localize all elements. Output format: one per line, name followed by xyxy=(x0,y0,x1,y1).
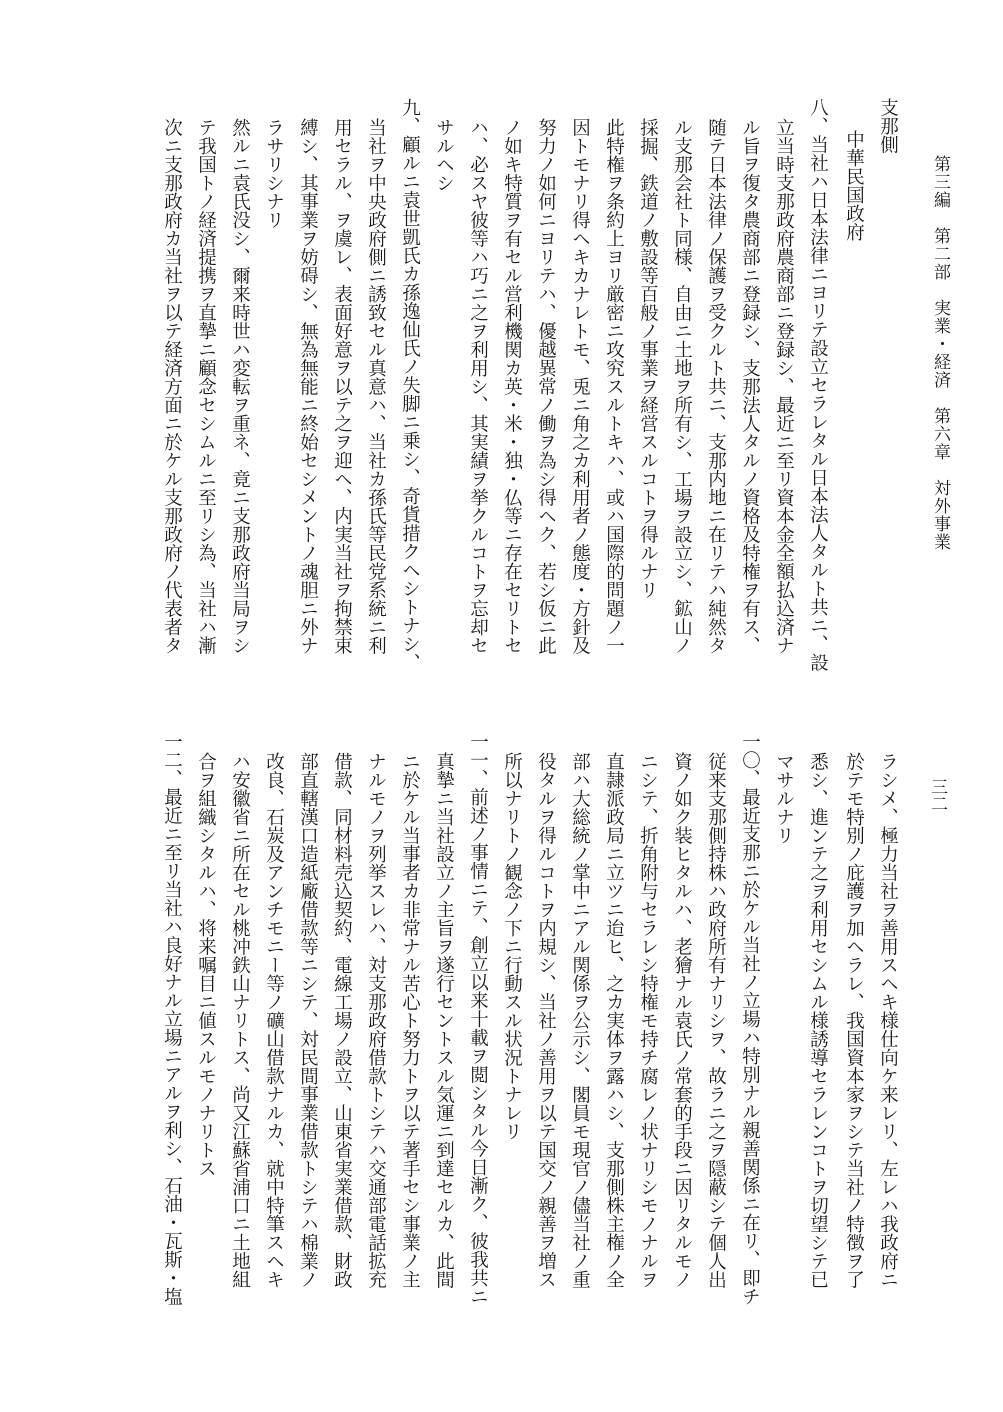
text-column: ハ安徽省ニ所在セル桃冲鉄山ナリトス、尚又江蘇省浦口ニ土地組 xyxy=(229,752,251,1289)
text-column: 一〇、最近支那ニ於ケル当社ノ立場ハ特別ナル親善関係ニ在リ、即チ xyxy=(739,732,761,1306)
text-column: 此特権ヲ条約上ヨリ厳密ニ攻究スルトキハ、或ハ国際的問題ノ一 xyxy=(603,118,625,655)
text-column: ル旨ヲ復タ農商部ニ登録シ、支那法人タルノ資格及特権ヲ有ス、 xyxy=(739,118,761,655)
text-column: 悉シ、進ンテ之ヲ利用セシムル様誘導セラレンコトヲ切望シテ已 xyxy=(807,752,829,1289)
text-column: 一二、最近ニ至リ当社ハ良好ナル立場ニアルヲ利シ、石油・瓦斯・塩 xyxy=(161,732,183,1306)
text-column: 部直轄漢口造紙廠借款等ニシテ、対民間事業借款トシテハ棉業ノ xyxy=(297,752,319,1289)
text-column: 然ルニ袁氏没シ、爾来時世ハ変転ヲ重ネ、竟ニ支那政府当局ヲシ xyxy=(229,118,251,655)
text-column: 部ハ大総統ノ掌中ニアル関係ヲ公示シ、閣員モ現官ノ儘当社ノ重 xyxy=(569,752,591,1289)
text-column: ナルモノヲ列挙スレハ、対支那政府借款トシテハ交通部電話拡充 xyxy=(365,752,387,1289)
text-column: 一一、前述ノ事情ニテ、創立以来十載ヲ閲シタル今日漸ク、彼我共ニ xyxy=(467,732,489,1306)
text-column: ノ如キ特質ヲ有セル営利機関カ英・米・独・仏等ニ存在セリトセ xyxy=(501,118,523,655)
text-column: 改良、石炭及アンチモニー等ノ礦山借款ナルカ、就中特筆スヘキ xyxy=(263,752,285,1289)
text-column: 支那側 xyxy=(877,98,899,154)
text-column: 合ヲ組織シタルハ、将来嘱目ニ値スルモノナリトス xyxy=(195,752,217,1178)
text-column: 資ノ如ク装ヒタルハ、老獪ナル袁氏ノ常套的手段ニ因リタルモノ xyxy=(671,752,693,1289)
text-column: テ我国トノ経済提携ヲ直摯ニ顧念セシムルニ至リシ為、当社ハ漸 xyxy=(195,118,217,655)
text-column: 採掘、鉄道ノ敷設等百般ノ事業ヲ経営スルコトヲ得ルナリ xyxy=(637,118,659,599)
text-column: マサルナリ xyxy=(773,752,795,845)
text-column: 役タルヲ得ルコトヲ内規シ、当社ノ善用ヲ以テ国交ノ親善ヲ増ス xyxy=(535,752,557,1289)
text-column: 中華民国政府 xyxy=(843,130,865,241)
text-column: 九、顧ルニ袁世凱氏カ孫逸仙氏ノ失脚ニ乗シ、奇貨措クヘシトナシ、 xyxy=(399,98,421,672)
text-column: ラシメ、極力当社ヲ善用スヘキ様仕向ケ来レリ、左レハ我政府ニ xyxy=(877,752,899,1289)
text-column: 次ニ支那政府カ当社ヲ以テ経済方面ニ於ケル支那政府ノ代表者タ xyxy=(161,118,183,655)
text-column: 縛シ、其事業ヲ妨碍シ、無為無能ニ終始セシメントノ魂胆ニ外ナ xyxy=(297,118,319,655)
text-column: 従来支那側持株ハ政府所有ナリシヲ、故ラニ之ヲ隠蔽シテ個人出 xyxy=(705,752,727,1289)
text-column: 直隷派政局ニ立ツニ迨ヒ、之カ実体ヲ露ハシ、支那側株主権ノ全 xyxy=(603,752,625,1289)
text-column: ラサリシナリ xyxy=(263,118,285,229)
text-column: 於テモ特別ノ庇護ヲ加ヘラレ、我国資本家ヲシテ当社ノ特徴ヲ了 xyxy=(843,752,865,1289)
text-column: 用セラル、ヲ虞レ、表面好意ヲ以テ之ヲ迎ヘ、内実当社ヲ拘禁束 xyxy=(331,118,353,655)
text-column: 立当時支那政府農商部ニ登録シ、最近ニ至リ資本金全額払込済ナ xyxy=(773,118,795,655)
page-number: 三二 xyxy=(927,778,947,812)
text-column: ハ、必スヤ彼等ハ巧ニ之ヲ利用シ、其実績ヲ挙クルコトヲ忘却セ xyxy=(467,118,489,655)
text-column: 所以ナリトノ観念ノ下ニ行動スル状況トナレリ xyxy=(501,752,523,1141)
text-column: 八、当社ハ日本法律ニヨリテ設立セラレタル日本法人タルト共ニ、設 xyxy=(807,98,829,672)
text-column: 真摯ニ当社設立ノ主旨ヲ遂行セントスル気運ニ到達セルカ、此間 xyxy=(433,752,455,1289)
text-column: ニシテ、折角附与セラレシ特権モ持チ腐レノ状ナリシモノナルヲ xyxy=(637,752,659,1289)
text-column: 借款、同材料売込契約、電線工場ノ設立、山東省実業借款、財政 xyxy=(331,752,353,1289)
text-column: ル支那会社ト同様、自由ニ土地ヲ所有シ、工場ヲ設立シ、鉱山ノ xyxy=(671,118,693,655)
text-column: サルヘシ xyxy=(433,118,455,192)
text-column: ニ於ケル当事者カ非常ナル苦心ト努力トヲ以テ著手セシ事業ノ主 xyxy=(399,752,421,1289)
text-column: 因トモナリ得ヘキカナレトモ、兎ニ角之カ利用者ノ態度・方針及 xyxy=(569,118,591,655)
text-column: 努力ノ如何ニヨリテハ、優越異常ノ働ヲ為シ得ヘク、若シ仮ニ此 xyxy=(535,118,557,655)
text-column: 当社ヲ中央政府側ニ誘致セル真意ハ、当社カ孫氏等民党系統ニ利 xyxy=(365,118,387,655)
running-header: 第三編 第二部 実業・経済 第六章 対外事業 xyxy=(930,155,950,551)
text-column: 随テ日本法律ノ保護ヲ受クルト共ニ、支那内地ニ在リテハ純然タ xyxy=(705,118,727,655)
